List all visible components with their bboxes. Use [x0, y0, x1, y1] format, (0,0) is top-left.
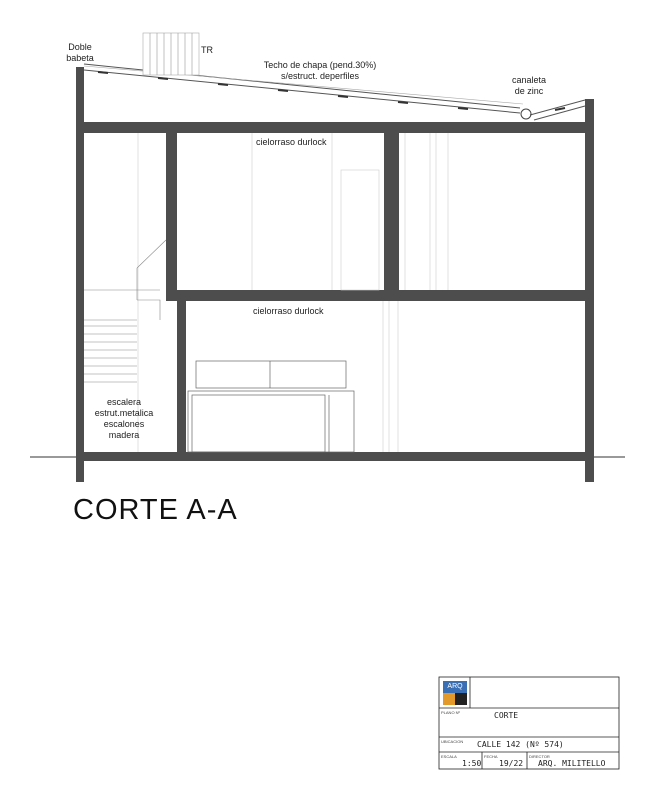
annotation-escalera — [84, 397, 164, 441]
fecha-value: 19/22 — [499, 759, 524, 768]
annotation-techo-line1: Techo de chapa (pend.30%) — [263, 60, 377, 70]
annotation-canaleta-line2: de zinc — [514, 86, 544, 96]
annotation-cielorraso-lower: cielorraso durlock — [253, 306, 324, 316]
water-tank — [143, 33, 199, 75]
lower-column — [177, 301, 186, 452]
annotation-doble-babeta — [60, 42, 100, 64]
annotation-babeta: babeta — [66, 53, 94, 63]
director-value: ARQ. MILITELLO — [538, 759, 606, 768]
annotation-canaleta-line1: canaleta — [511, 75, 547, 85]
plano-value: CORTE — [494, 711, 519, 720]
floor-slab — [168, 290, 585, 301]
arq-logo-text: ARQ — [447, 683, 463, 690]
gutter-circle — [521, 109, 531, 119]
plano-caption: PLANO Nº — [441, 710, 461, 715]
annotation-escalera-line3: escalones — [103, 419, 145, 429]
annotation-canaleta — [505, 75, 553, 97]
ubicacion-value: CALLE 142 (Nº 574) — [477, 740, 564, 749]
annotation-escalera-line4: madera — [108, 430, 140, 440]
right-wall — [585, 99, 594, 482]
annotation-escalera-line1: escalera — [106, 397, 142, 407]
roof-beam — [76, 122, 594, 133]
fecha-caption: FECHA — [484, 754, 498, 759]
escala-value: 1:50 — [462, 759, 482, 768]
director-caption: DIRECTOR — [529, 754, 550, 759]
annotation-techo-line2: s/estruct. deperfiles — [280, 71, 360, 81]
escala-caption: ESCALA — [441, 754, 457, 759]
annotation-techo — [250, 60, 390, 82]
upper-column-left — [166, 133, 177, 301]
foundation-slab — [76, 452, 594, 461]
annotation-escalera-line2: estrut.metalica — [94, 408, 154, 418]
upper-column-right — [384, 133, 399, 290]
annotation-cielorraso-upper: cielorraso durlock — [256, 137, 327, 147]
ubicacion-caption: UBICACION — [441, 739, 464, 744]
annotation-doble: Doble — [68, 42, 92, 52]
kitchen-cabinets — [188, 361, 354, 452]
stair — [84, 240, 166, 382]
annotation-tr: TR — [201, 45, 213, 55]
drawing-title: CORTE A-A — [73, 494, 238, 526]
